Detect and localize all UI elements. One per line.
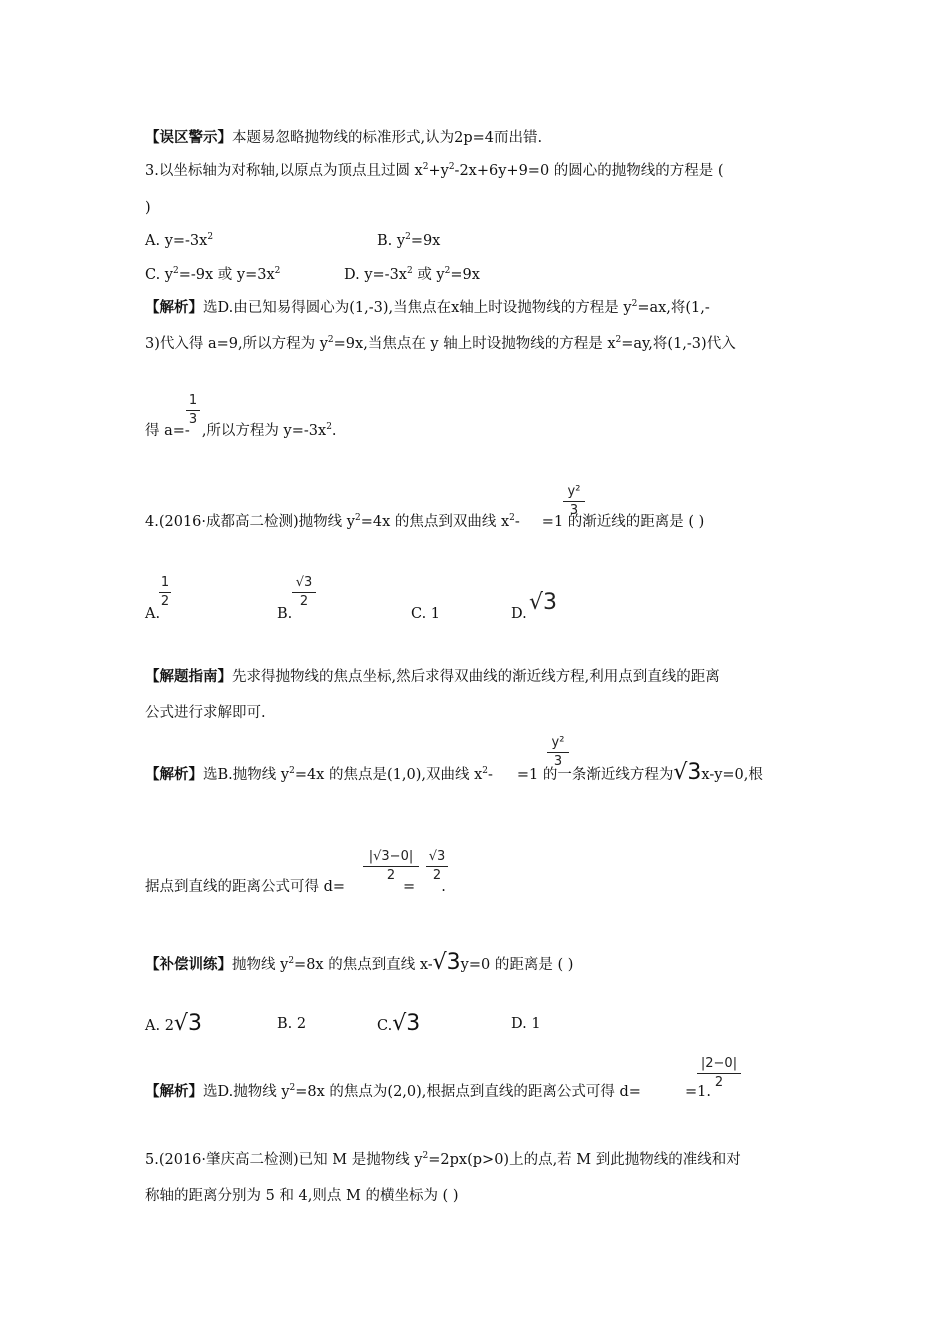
q4-solution-line2: 据点到直线的距离公式可得 d= = . (145, 879, 446, 895)
q3-fraction: 1 3 (186, 393, 200, 428)
q3-solution-line2: 3)代入得 a=9,所以方程为 $y^2=9x$,当焦点在 y 轴上时设抛物线的方程是 $x^2=ay$,将(1,-3)代入 (145, 335, 736, 352)
q4-stem: 4.(2016·成都高二检测)抛物线 $y^2=4x$ 的焦点到双曲线 $x^2- =1$ 的渐近线的距离是 ( ) (145, 513, 705, 530)
q4-solution-line1: 【解析】选B.抛物线 $y^2=4x$ 的焦点是(1,0),双曲线 $x^2- =1$ 的一条渐近线方程为√3x-y=0,根 (145, 760, 763, 785)
comp-distance-fraction: |2−0| 2 (697, 1056, 741, 1091)
q4-distance-fraction: |√3−0| 2 (363, 849, 419, 884)
q5-stem-line2: 称轴的距离分别为 5 和 4,则点 M 的横坐标为 ( ) (145, 1188, 459, 1204)
comp-option-d: D. 1 (511, 1016, 541, 1032)
warning-line: 【误区警示】本题易忽略抛物线的标准形式,认为2p=4而出错. (145, 129, 543, 146)
q3-solution-line3: 得 a=- ,所以方程为 $y=-3x^2$. (145, 422, 337, 439)
q4-guide-line1: 【解题指南】先求得抛物线的焦点坐标,然后求得双曲线的渐近线方程,利用点到直线的距离 (145, 668, 720, 685)
q4-option-b-fraction: √3 2 (292, 575, 316, 610)
q4-option-d: D. (511, 606, 527, 622)
q4-solution-fraction: y² 3 (547, 735, 569, 770)
q4-stem-fraction: y² 3 (563, 484, 585, 519)
q3-option-c: C. $y^2=-9x$ 或 $y=3x^2$ (145, 266, 281, 283)
q4-distance-result-fraction: √3 2 (426, 849, 448, 884)
q3-stem-close: ) (145, 200, 151, 216)
comp-option-c: C.√3 (377, 1011, 421, 1036)
q3-option-b: B. $y^2=9x$ (377, 232, 441, 249)
comp-solution: 【解析】选D.抛物线 $y^2=8x$ 的焦点为(2,0),根据点到直线的距离公式可得 d= =1. (145, 1083, 711, 1100)
q4-option-a-fraction: 1 2 (160, 575, 170, 609)
q5-stem-line1: 5.(2016·肇庆高二检测)已知 M 是抛物线 $y^2=2px(p>0)$上的点,若 M 到此抛物线的准线和对 (145, 1151, 741, 1168)
comp-stem: 【补偿训练】抛物线 $y^2=8x$ 的焦点到直线 x-√3y=0 的距离是 ( ) (145, 950, 574, 975)
q3-option-d: D. $y=-3x^2$ 或 $y^2=9x$ (344, 266, 480, 283)
q4-option-b: B. (277, 606, 293, 622)
q4-guide-line2: 公式进行求解即可. (145, 705, 266, 721)
comp-option-a: A. 2√3 (145, 1011, 202, 1036)
q3-solution-line1: 【解析】选D.由已知易得圆心为(1,-3),当焦点在x轴上时设抛物线的方程是 $y^2=ax$,将(1,- (145, 299, 710, 316)
q4-option-d-sqrt3: √3 (529, 590, 558, 615)
q4-option-c: C. 1 (411, 606, 441, 622)
q3-option-a: A. $y=-3x^2$ (145, 232, 214, 249)
q4-option-a: A. (145, 606, 161, 622)
q3-stem: 3.以坐标轴为对称轴,以原点为顶点且过圆 $x^2+y^2-2x+6y+9=0$ 的圆心的抛物线的方程是 ( (145, 162, 724, 179)
comp-option-b: B. 2 (277, 1016, 307, 1032)
